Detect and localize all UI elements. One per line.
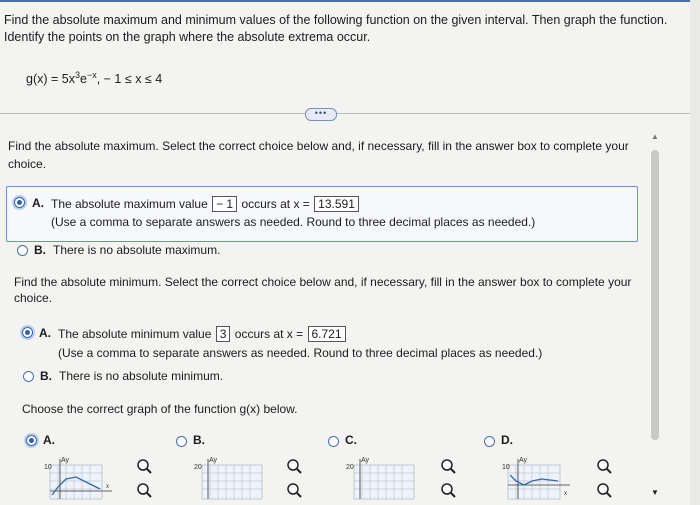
part2-min-value-box[interactable]: 3 (216, 326, 231, 342)
graph-d-ytick: 10 (502, 464, 510, 471)
graph-option-d-thumbnail[interactable] (502, 455, 572, 501)
zoom-out-icon[interactable] (440, 482, 457, 499)
part2-option-a-letter: A. (39, 326, 51, 340)
top-rule (0, 0, 690, 2)
graph-option-d-letter: D. (501, 433, 513, 447)
part3-prompt: Choose the correct graph of the function g(x) below. (22, 402, 298, 416)
graph-option-c-thumbnail[interactable] (346, 455, 416, 501)
graph-option-a-radio[interactable] (26, 435, 37, 446)
part2-option-b-radio[interactable] (23, 371, 34, 382)
graph-a-ytick: 10 (44, 464, 52, 471)
scroll-up-icon[interactable]: ▲ (651, 132, 659, 141)
zoom-out-icon[interactable] (286, 482, 303, 499)
graph-a-xaxis: x (106, 484, 109, 490)
part2-option-a-sentence: The absolute minimum value 3 occurs at x = 6.721 (58, 326, 347, 342)
graph-option-d-radio[interactable] (484, 436, 495, 447)
graph-c-ytick: 20 (346, 464, 354, 471)
graph-option-b-letter: B. (193, 433, 205, 447)
function-formula: $g(x) = 5x^3e^{-x}$, − 1 ≤ x ≤ 4 (26, 70, 163, 87)
graph-b-yaxis: Ay (209, 457, 218, 464)
part2-option-a-hint: (Use a comma to separate answers as needed. Round to three decimal places as needed.) (58, 346, 543, 360)
question-line-1: Find the absolute maximum and minimum values of the following function on the given interval. Then graph the function. (4, 13, 668, 27)
zoom-out-icon[interactable] (596, 482, 613, 499)
graph-option-a-thumbnail[interactable] (44, 455, 114, 501)
part1-option-a-hint: (Use a comma to separate answers as needed. Round to three decimal places as needed.) (51, 215, 536, 229)
zoom-in-icon[interactable] (286, 458, 303, 475)
zoom-in-icon[interactable] (440, 458, 457, 475)
question-line-2: Identify the points on the graph where the absolute extrema occur. (4, 30, 371, 44)
part2-min-x-box[interactable]: 6.721 (308, 326, 346, 342)
part1-option-b-radio[interactable] (17, 245, 28, 256)
graph-option-c-letter: C. (345, 433, 357, 447)
graph-option-b-thumbnail[interactable] (194, 455, 264, 501)
part1-option-a-letter: A. (32, 196, 44, 210)
part1-prompt-line-1: Find the absolute maximum. Select the correct choice below and, if necessary, fill in the answer box to complete your (8, 139, 629, 153)
part1-option-a-sentence: The absolute maximum value − 1 occurs at x = 13.591 (51, 196, 360, 212)
divider (0, 113, 690, 114)
part2-option-b-text: There is no absolute minimum. (59, 369, 224, 383)
part1-prompt-line-2: choice. (8, 157, 47, 171)
graph-c-yaxis: Ay (361, 457, 370, 464)
part2-option-b-letter: B. (40, 369, 52, 383)
graph-d-xaxis: x (564, 491, 567, 497)
graph-d-yaxis: Ay (519, 457, 528, 464)
graph-option-c-radio[interactable] (328, 436, 339, 447)
part1-option-a-radio[interactable] (14, 197, 25, 208)
graph-option-a-letter: A. (43, 433, 55, 447)
show-more-button[interactable]: ••• (305, 108, 337, 121)
graph-b-ytick: 20 (194, 464, 202, 471)
part1-max-x-box[interactable]: 13.591 (314, 196, 359, 212)
part1-option-b-letter: B. (34, 243, 46, 257)
zoom-in-icon[interactable] (136, 458, 153, 475)
graph-a-yaxis: Ay (61, 457, 70, 464)
part1-selected-option-box (6, 186, 638, 242)
part1-max-value-box[interactable]: − 1 (212, 196, 237, 212)
scroll-down-icon[interactable]: ▼ (651, 488, 659, 497)
zoom-out-icon[interactable] (136, 482, 153, 499)
scrollbar-thumb[interactable] (651, 150, 659, 440)
part2-prompt-line-2: choice. (14, 291, 53, 305)
zoom-in-icon[interactable] (596, 458, 613, 475)
part2-prompt-line-1: Find the absolute minimum. Select the correct choice below and, if necessary, fill in the answer box to complete your (14, 275, 632, 289)
part2-option-a-radio[interactable] (22, 327, 33, 338)
part1-option-b-text: There is no absolute maximum. (53, 243, 221, 257)
graph-option-b-radio[interactable] (176, 436, 187, 447)
